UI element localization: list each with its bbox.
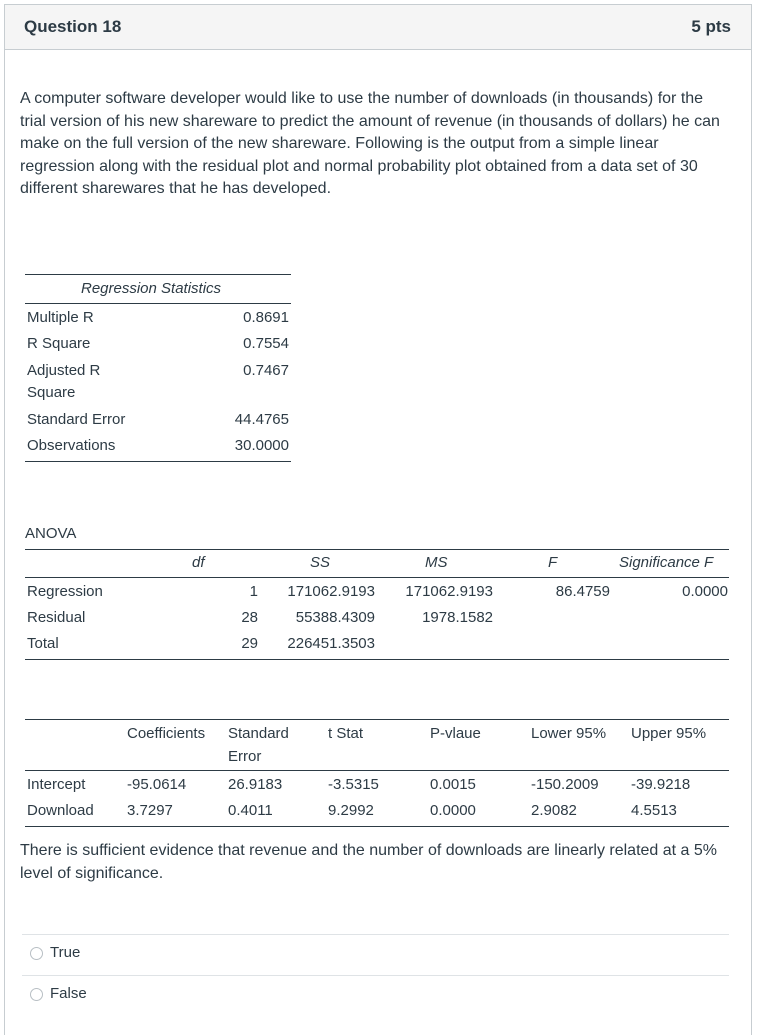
coef-header-standard: Standard xyxy=(228,725,289,742)
anova-header-ss: SS xyxy=(310,554,331,571)
anova-row-label: Total xyxy=(27,635,59,652)
stat-value: 0.8691 xyxy=(243,309,289,326)
table-rule xyxy=(25,719,729,720)
table-rule xyxy=(25,826,729,827)
coef-header-error: Error xyxy=(228,748,262,765)
coef-tstat: -3.5315 xyxy=(328,776,379,793)
question-statement: There is sufficient evidence that revenue and the number of downloads are linearly related at a 5% level of significance. xyxy=(20,842,718,882)
anova-header-significance: Significance F xyxy=(619,554,714,571)
table-rule xyxy=(25,303,291,304)
question-prompt: A computer software developer would like to use the number of downloads (in thousands) for the trial version of his new shareware to predict the amount of revenue (in thousands of dollars) he can make on the full version of the new shareware. Following is the output from a simple linear regression along with the residual plot and normal probability plot obtained from a data set of 30 different sharewares that he has developed. xyxy=(20,90,720,197)
coef-value: -95.0614 xyxy=(127,776,187,793)
anova-header-f: F xyxy=(548,554,558,571)
coef-header-upper: Upper 95% xyxy=(631,725,707,742)
question-header xyxy=(5,5,751,50)
coef-row-label: Intercept xyxy=(27,776,86,793)
table-rule xyxy=(25,461,291,462)
coef-pvalue: 0.0000 xyxy=(430,802,476,819)
coef-row-label: Download xyxy=(27,802,94,819)
stat-label: Standard Error xyxy=(27,411,126,428)
table-rule xyxy=(25,659,729,660)
coef-value: 3.7297 xyxy=(127,802,173,819)
anova-ms: 171062.9193 xyxy=(405,583,493,600)
stat-label: Observations xyxy=(27,437,116,454)
anova-ss: 55388.4309 xyxy=(295,609,375,626)
anova-row-label: Residual xyxy=(27,609,86,626)
stat-label: R Square xyxy=(27,335,91,352)
answer-true-radio[interactable] xyxy=(30,947,43,960)
question-points: 5 pts xyxy=(691,17,731,36)
stat-value: 30.0000 xyxy=(234,437,289,454)
anova-header-df: df xyxy=(192,554,205,571)
answer-false-radio[interactable] xyxy=(30,988,43,1001)
anova-f: 86.4759 xyxy=(555,583,610,600)
anova-row-label: Regression xyxy=(27,583,103,600)
coef-se: 0.4011 xyxy=(228,802,273,819)
answer-divider xyxy=(22,934,729,935)
table-rule xyxy=(25,274,291,275)
coef-header-pvalue: P-vlaue xyxy=(430,725,481,742)
table-rule xyxy=(25,549,729,550)
coef-lower: 2.9082 xyxy=(531,802,577,819)
question-title: Question 18 xyxy=(24,17,122,36)
anova-df: 1 xyxy=(249,583,258,600)
answer-false-label[interactable]: False xyxy=(50,985,87,1002)
anova-header-ms: MS xyxy=(425,554,448,571)
anova-title: ANOVA xyxy=(25,525,77,542)
answer-true-label[interactable]: True xyxy=(50,944,81,961)
anova-df: 28 xyxy=(241,609,258,626)
stat-label: Multiple R xyxy=(27,309,94,326)
anova-df: 29 xyxy=(241,635,258,652)
coef-header-lower: Lower 95% xyxy=(531,725,607,742)
regression-stats-heading: Regression Statistics xyxy=(81,280,222,297)
coef-header-coefficients: Coefficients xyxy=(127,725,206,742)
answer-divider xyxy=(22,975,729,976)
table-rule xyxy=(25,577,729,578)
table-rule xyxy=(25,770,729,771)
coef-lower: -150.2009 xyxy=(531,776,599,793)
coef-pvalue: 0.0015 xyxy=(430,776,476,793)
stat-label: Adjusted R xyxy=(27,362,101,379)
anova-significance: 0.0000 xyxy=(682,583,728,600)
anova-ms: 1978.1582 xyxy=(422,609,493,626)
coef-upper: -39.9218 xyxy=(631,776,691,793)
stat-value: 0.7554 xyxy=(243,335,289,352)
anova-ss: 171062.9193 xyxy=(287,583,375,600)
coef-upper: 4.5513 xyxy=(631,802,677,819)
coef-se: 26.9183 xyxy=(228,776,283,793)
stat-value: 0.7467 xyxy=(243,362,289,379)
anova-ss: 226451.3503 xyxy=(287,635,375,652)
coef-tstat: 9.2992 xyxy=(328,802,374,819)
stat-label-cont: Square xyxy=(27,384,76,401)
coef-header-tstat: t Stat xyxy=(328,725,364,742)
stat-value: 44.4765 xyxy=(234,411,289,428)
